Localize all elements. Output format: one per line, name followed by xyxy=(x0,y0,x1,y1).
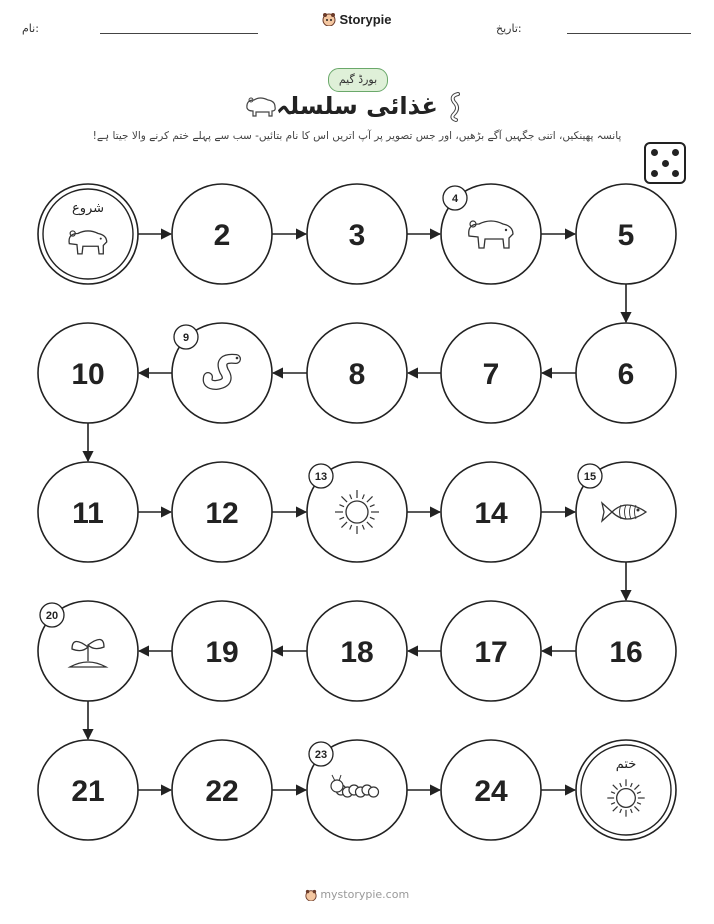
board-cell-9 xyxy=(172,323,272,423)
board-cell-18 xyxy=(307,601,407,701)
board-game-badge: بورڈ گیم xyxy=(328,68,388,92)
cell-number: 24 xyxy=(474,775,508,808)
cell-number-badge: 4 xyxy=(451,193,459,205)
cell-number: 14 xyxy=(474,497,508,530)
cell-number-badge: 15 xyxy=(583,471,597,483)
board-cell-finish xyxy=(576,740,676,840)
board-cell-14 xyxy=(441,462,541,562)
brand-name: Storypie xyxy=(339,12,392,27)
instructions: پانسہ پھینکیں، اتنی جگہیں آگے بڑھیں، اور جس تصویر پر آپ اتریں اس کا نام بتائیں- سب سے پہلے ختم کرنے والا جیتا ہے! xyxy=(92,130,622,142)
cell-number: 6 xyxy=(617,358,635,391)
storypie-logo-icon xyxy=(305,888,321,901)
cell-number-badge: 9 xyxy=(182,332,190,344)
board-cell-7 xyxy=(441,323,541,423)
finish-label: ختم xyxy=(615,757,637,772)
cell-number: 3 xyxy=(348,219,366,252)
cell-number: 8 xyxy=(348,358,366,391)
board-cell-23 xyxy=(307,740,407,840)
board-cell-13 xyxy=(307,462,407,562)
cell-number: 18 xyxy=(340,636,374,669)
cell-number: 11 xyxy=(72,497,104,530)
cell-number: 10 xyxy=(71,358,105,391)
board-cell-16 xyxy=(576,601,676,701)
board-cell-2 xyxy=(172,184,272,284)
cell-number: 5 xyxy=(617,219,635,252)
cell-number-badge: 23 xyxy=(314,749,328,761)
cell-number: 16 xyxy=(609,636,643,669)
board-cell-12 xyxy=(172,462,272,562)
board-cell-6 xyxy=(576,323,676,423)
board-cell-11 xyxy=(38,462,138,562)
cell-number: 7 xyxy=(482,358,500,391)
cell-number: 12 xyxy=(205,497,239,530)
cell-number: 21 xyxy=(71,775,105,808)
board-cell-21 xyxy=(38,740,138,840)
board-cell-15 xyxy=(576,462,676,562)
board-cell-8 xyxy=(307,323,407,423)
cell-number: 22 xyxy=(205,775,239,808)
board-cell-start xyxy=(38,184,138,284)
cell-number-badge: 20 xyxy=(45,610,59,622)
board-cell-5 xyxy=(576,184,676,284)
footer xyxy=(0,888,714,901)
page-title: غذائی سلسلہ xyxy=(276,92,438,120)
start-label: شروع xyxy=(71,201,105,216)
board-cell-4 xyxy=(441,184,541,284)
name-label: نام: xyxy=(22,22,39,35)
board-cell-3 xyxy=(307,184,407,284)
board-cell-19 xyxy=(172,601,272,701)
board-cell-10 xyxy=(38,323,138,423)
cell-number: 19 xyxy=(205,636,239,669)
date-label: تاریخ: xyxy=(496,22,522,35)
cell-number-badge: 13 xyxy=(314,471,328,483)
board-cell-17 xyxy=(441,601,541,701)
board-cell-24 xyxy=(441,740,541,840)
footer-url: mystorypie.com xyxy=(320,888,410,901)
cell-number: 17 xyxy=(474,636,508,669)
board-cell-20 xyxy=(38,601,138,701)
cell-number: 2 xyxy=(213,219,231,252)
board-cell-22 xyxy=(172,740,272,840)
